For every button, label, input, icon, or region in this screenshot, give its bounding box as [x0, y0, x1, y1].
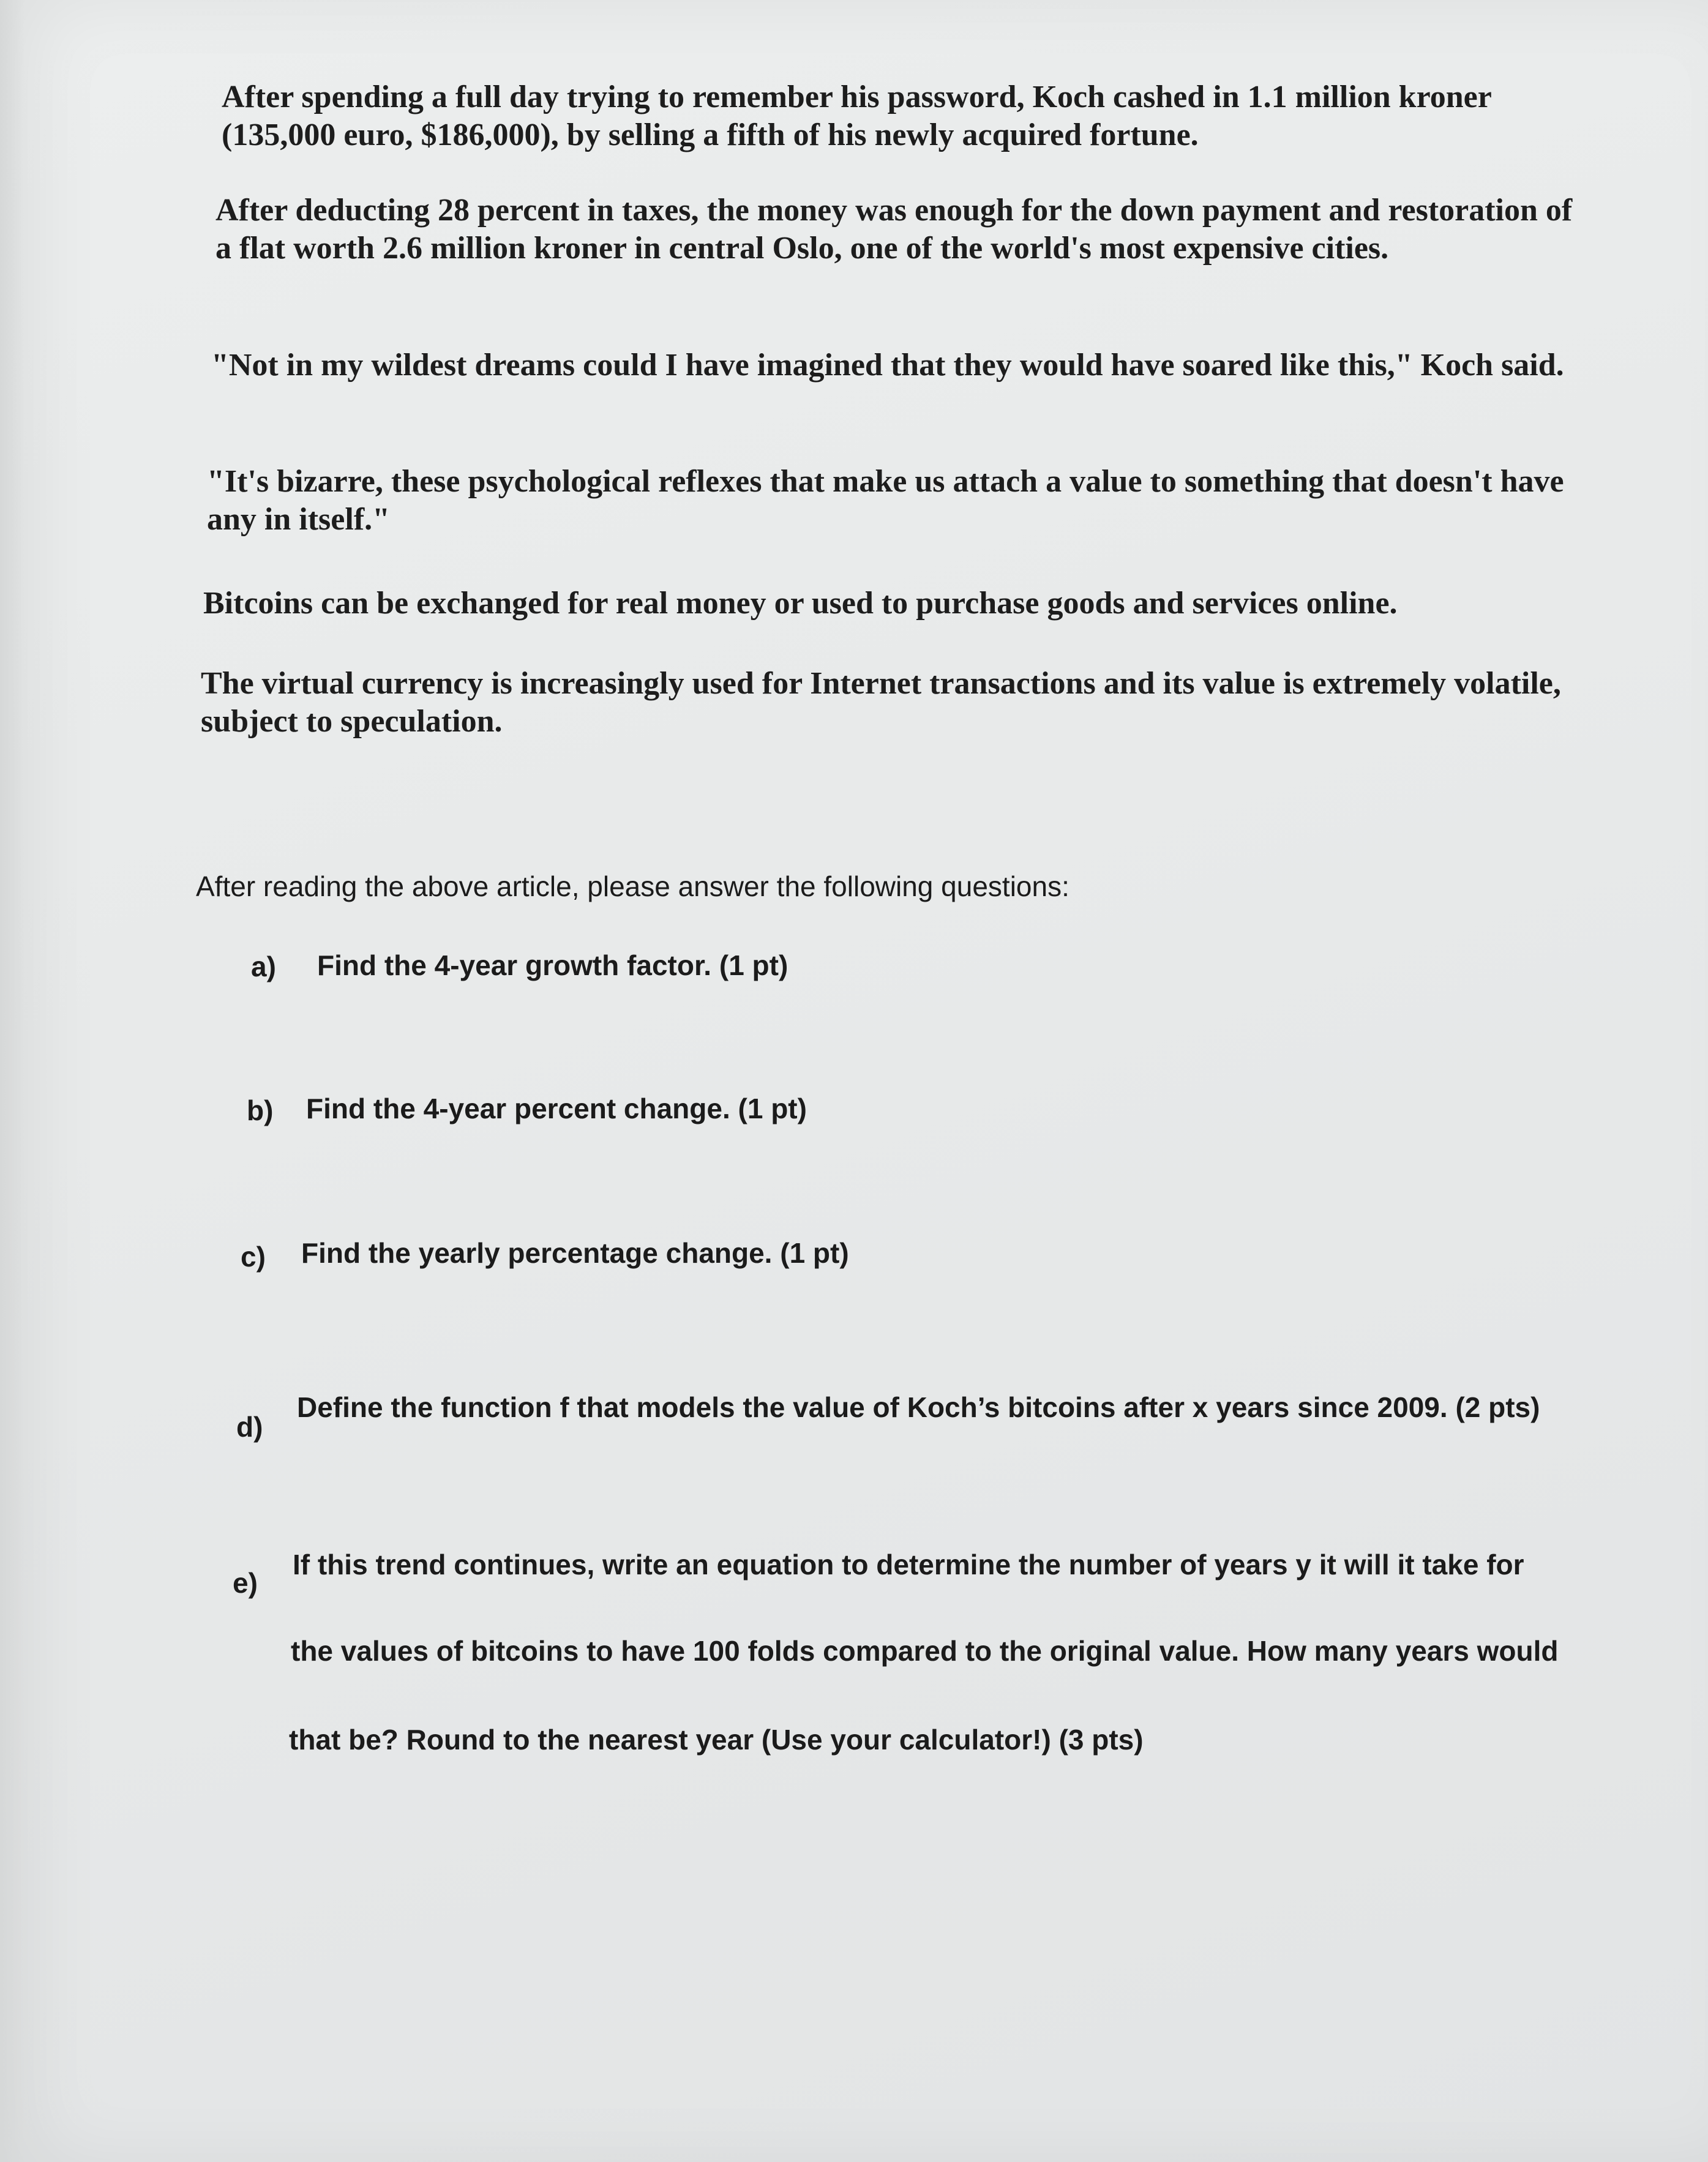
question-letter: c): [241, 1241, 266, 1273]
question-letter: d): [236, 1411, 263, 1443]
question-text: Find the 4-year percent change. (1 pt): [306, 1093, 807, 1124]
question-letter: a): [251, 951, 276, 982]
instructions-text: After reading the above article, please answer the following questions:: [196, 870, 1069, 902]
question-letter: b): [247, 1094, 274, 1126]
article-paragraph-1: After spending a full day trying to remember his password, Koch cashed in 1.1 million kroner (135,000 euro, $186,000), by selling a fifth of his newly acquired fortune.: [222, 80, 1491, 152]
page-edge-shadow: [0, 0, 24, 2162]
article-paragraph-5: Bitcoins can be exchanged for real money or used to purchase goods and services online.: [203, 586, 1398, 621]
article-paragraph-4: "It's bizarre, these psychological reflexes that make us attach a value to something that doesn't have any in itself.": [207, 464, 1564, 537]
article-paragraph-6: The virtual currency is increasingly used for Internet transactions and its value is extremely volatile, subject to speculation.: [201, 666, 1561, 739]
article-paragraph-3: "Not in my wildest dreams could I have imagined that they would have soared like this," Koch said.: [211, 348, 1564, 383]
question-text: Define the function f that models the value of Koch’s bitcoins after x years since 2009. (2 pts): [297, 1391, 1540, 1423]
question-letter: e): [233, 1567, 258, 1599]
question-text-line-3: that be? Round to the nearest year (Use your calculator!) (3 pts): [289, 1724, 1144, 1756]
question-text: Find the 4-year growth factor. (1 pt): [317, 949, 788, 981]
question-text-line-1: If this trend continues, write an equation to determine the number of years y it will it take for: [293, 1549, 1524, 1580]
article-paragraph-2: After deducting 28 percent in taxes, the money was enough for the down payment and restoration of a flat worth 2.6 million kroner in central Oslo, one of the world's most expensive cities.: [215, 193, 1573, 266]
question-text-line-2: the values of bitcoins to have 100 folds compared to the original value. How many years would: [291, 1635, 1559, 1667]
question-text: Find the yearly percentage change. (1 pt): [301, 1237, 849, 1269]
